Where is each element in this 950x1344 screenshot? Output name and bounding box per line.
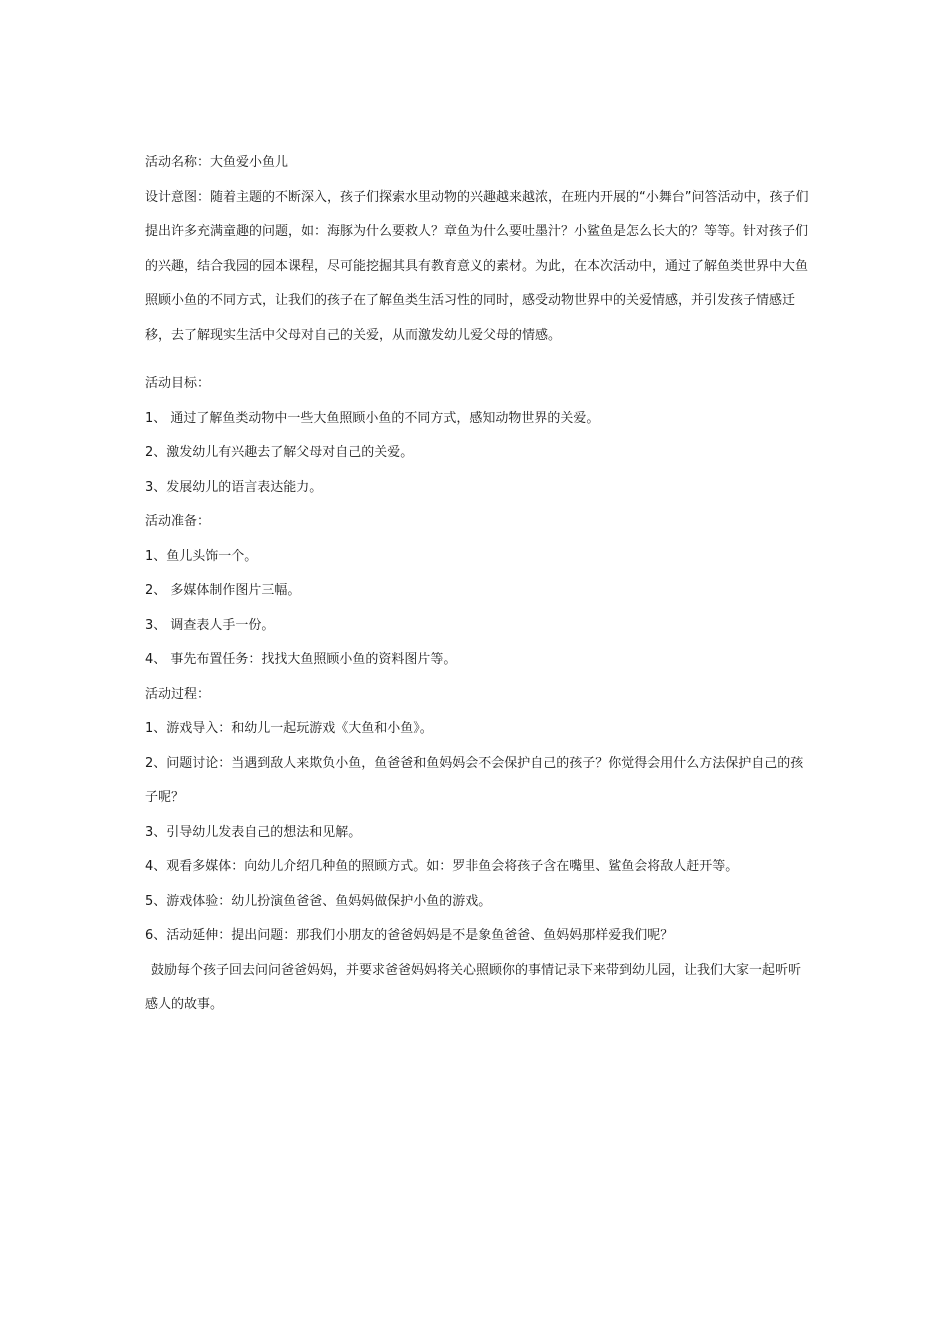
activity-name: 活动名称：大鱼爱小鱼儿: [145, 155, 289, 170]
process-step-2: 2、问题讨论：当遇到敌人来欺负小鱼，鱼爸爸和鱼妈妈会不会保护自己的孩子？你觉得会用什么方法保护自己的孩子呢？: [145, 755, 804, 805]
process-heading: 活动过程：: [145, 686, 211, 702]
process-step-3: 3、引导幼儿发表自己的想法和见解。: [145, 824, 362, 840]
process-step-1: 1、游戏导入：和幼儿一起玩游戏《大鱼和小鱼》。: [145, 721, 433, 736]
prep-item-4: 4、 事先布置任务：找找大鱼照顾小鱼的资料图片等。: [145, 652, 457, 667]
process-step-4: 4、观看多媒体：向幼儿介绍几种鱼的照顾方式。如：罗非鱼会将孩子含在嘴里、鲨鱼会将敌人赶开等。: [145, 859, 739, 874]
paragraph-gap: [145, 353, 810, 367]
closing-paragraph: 鼓励每个孩子回去问问爸爸妈妈，并要求爸爸妈妈将关心照顾你的事情记录下来带到幼儿园，让我们大家一起听听感人的故事。: [145, 962, 802, 1012]
prep-item-2: 2、 多媒体制作图片三幅。: [145, 583, 301, 598]
goal-item-1: 1、 通过了解鱼类动物中一些大鱼照顾小鱼的不同方式，感知动物世界的关爱。: [145, 410, 600, 426]
document-body: [145, 146, 810, 1023]
design-intent-paragraph: 设计意图：随着主题的不断深入，孩子们探索水里动物的兴趣越来越浓，在班内开展的“小舞台”问答活动中，孩子们提出许多充满童趣的问题，如：海豚为什么要救人？章鱼为什么要吐墨汁？小鲨鱼是怎么长大的？等等。针对孩子们的兴趣，结合我园的园本课程，尽可能挖掘其具有教育意义的素材。为此，在本次活动中，通过了解鱼类世界中大鱼照顾小鱼的不同方式，让我们的孩子在了解鱼类生活习性的同时，感受动物世界中的关爱情感，并引发孩子情感迁移，去了解现实生活中父母对自己的关爱，从而激发幼儿爱父母的情感。: [145, 189, 809, 343]
process-step-5: 5、游戏体验：幼儿扮演鱼爸爸、鱼妈妈做保护小鱼的游戏。: [145, 893, 492, 909]
goal-item-2: 2、激发幼儿有兴趣去了解父母对自己的关爱。: [145, 445, 414, 460]
prep-item-1: 1、鱼儿头饰一个。: [145, 548, 258, 564]
process-step-6: 6、活动延伸：提出问题：那我们小朋友的爸爸妈妈是不是象鱼爸爸、鱼妈妈那样爱我们呢？: [145, 928, 674, 943]
prep-item-3: 3、 调查表人手一份。: [145, 617, 275, 633]
goal-item-3: 3、发展幼儿的语言表达能力。: [145, 479, 323, 495]
goals-heading: 活动目标：: [145, 376, 211, 391]
prep-heading: 活动准备：: [145, 514, 211, 529]
